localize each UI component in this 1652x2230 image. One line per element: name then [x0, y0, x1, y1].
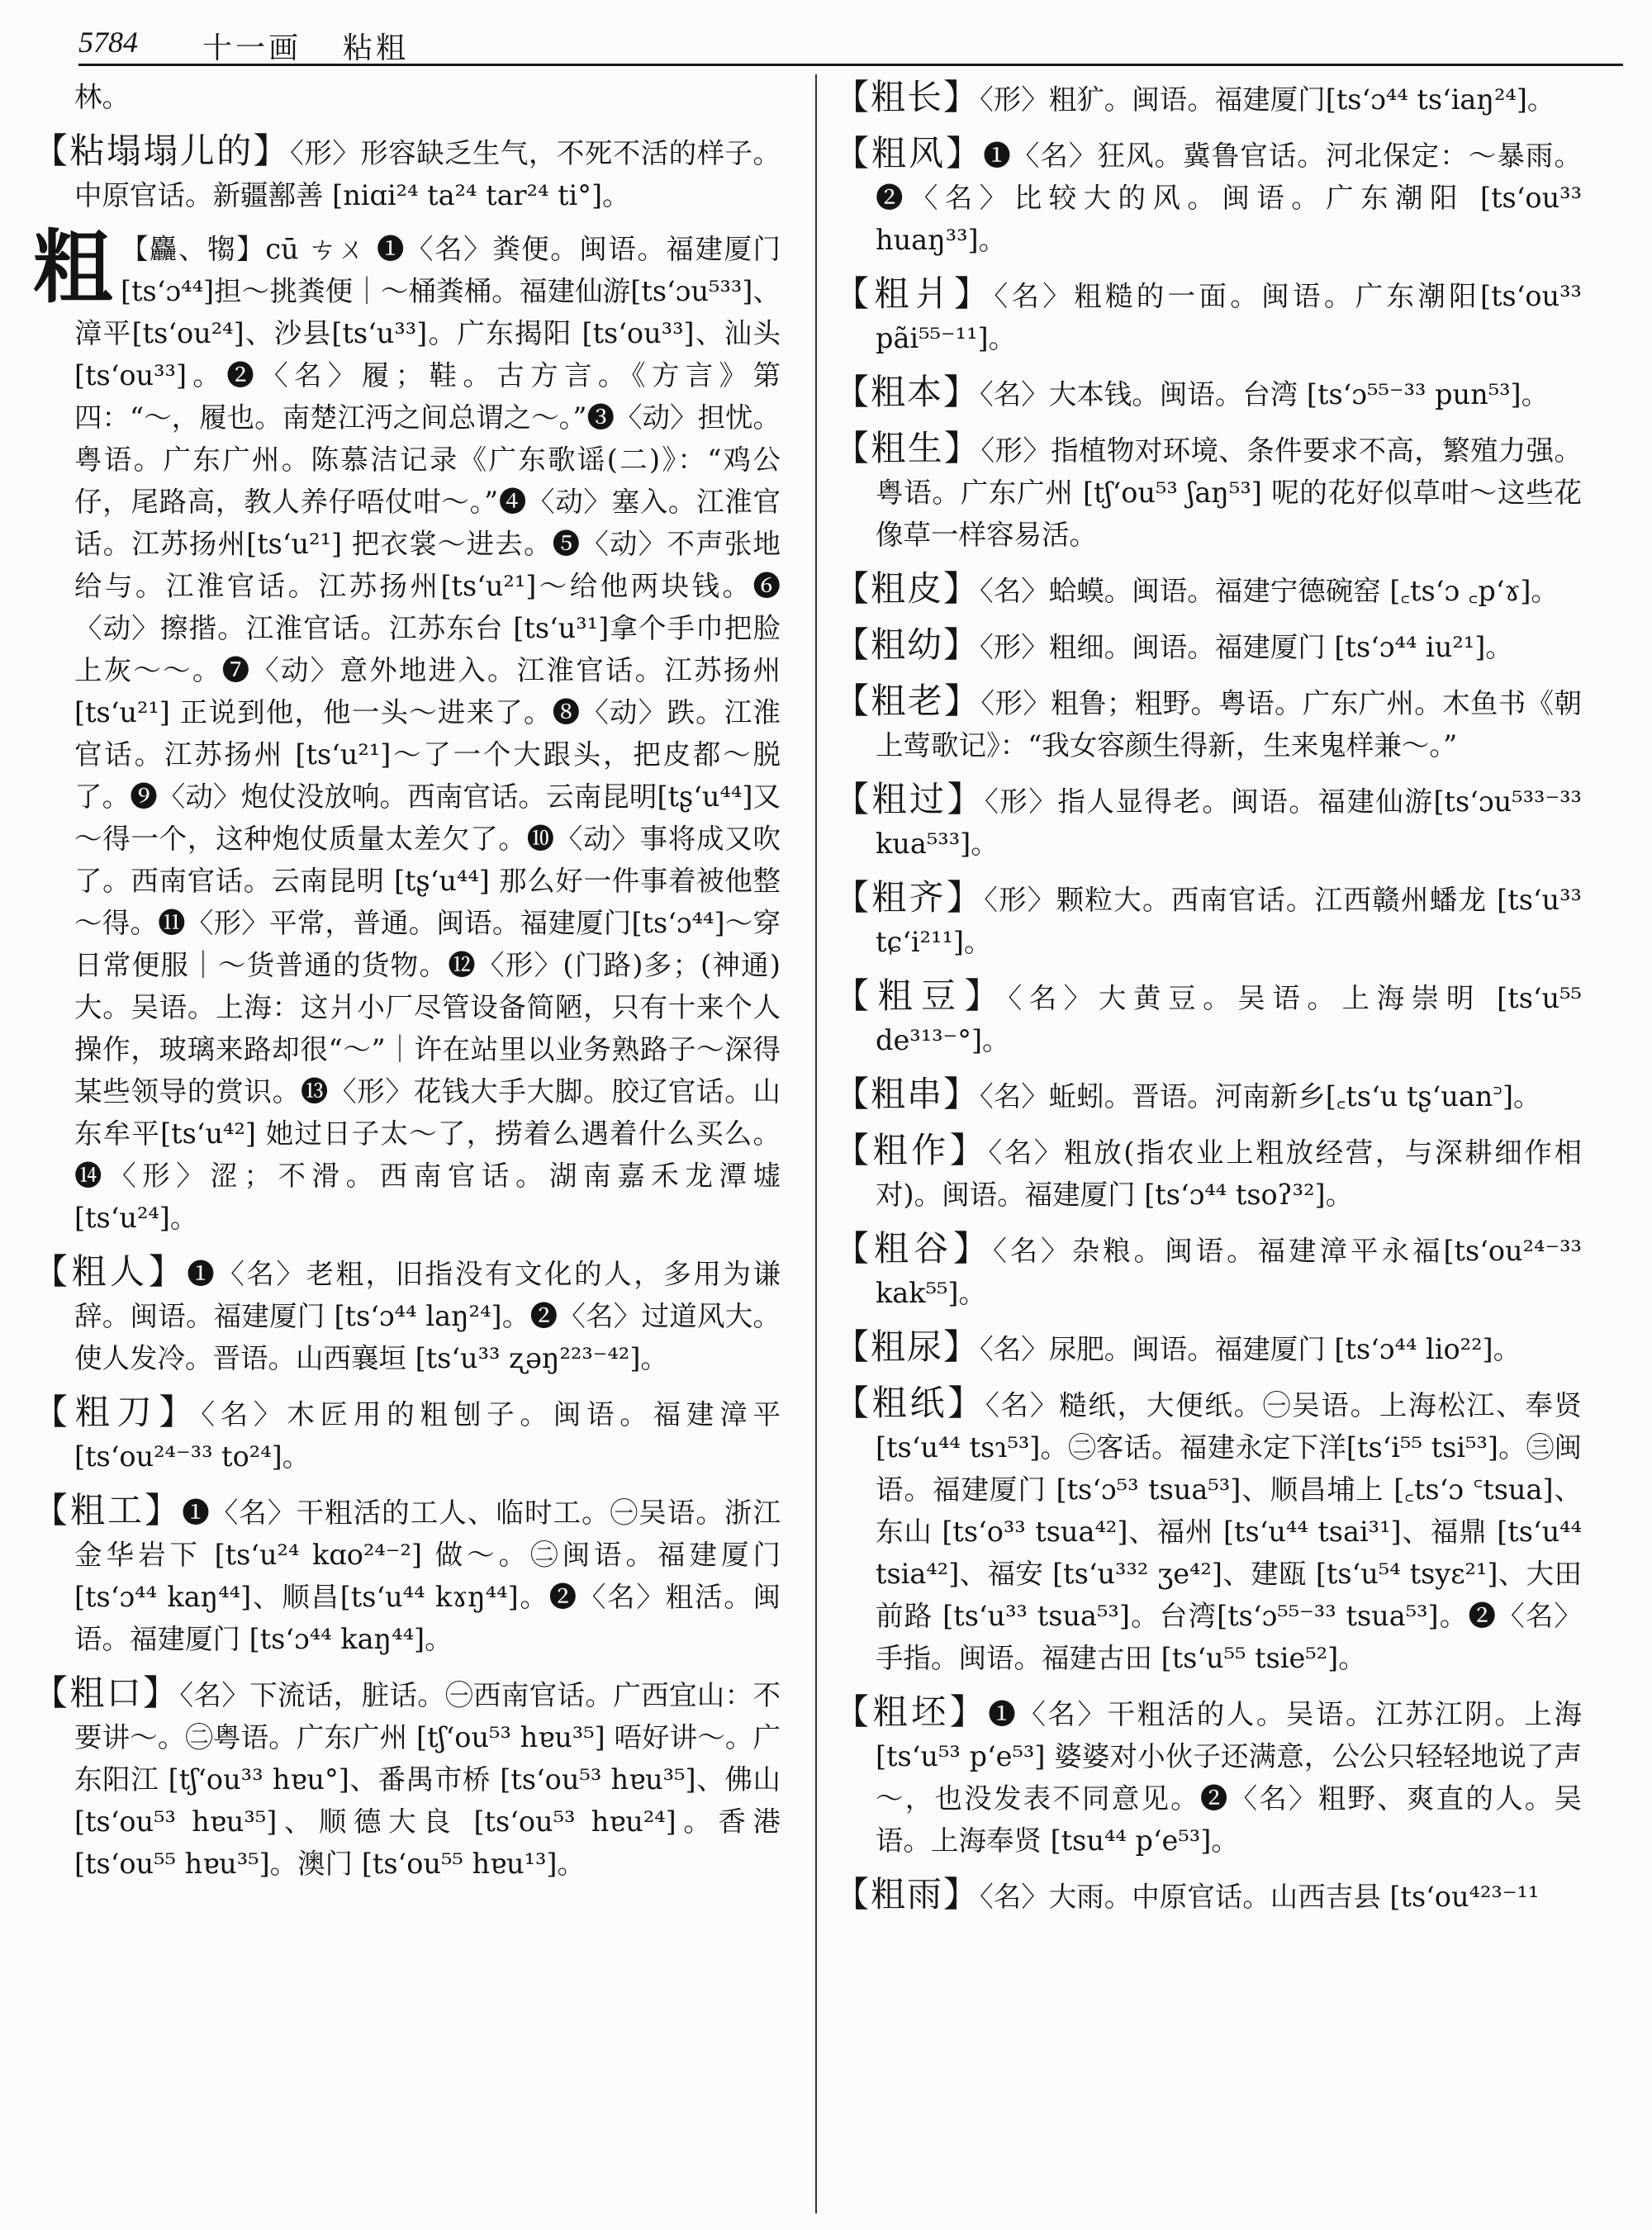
entry-headword: 【粗过】: [834, 779, 985, 819]
entry-headword: 【粗本】: [834, 372, 980, 412]
entry-headword: 【粗人】: [33, 1251, 188, 1292]
entry-definition: 〈形〉指植物对环境、条件要求不高，繁殖力强。粤语。广东广州 [tʃʻou⁵³ ʃaŋ⁵³] 呢的花好似草咁～这些花像草一样容易活。: [876, 434, 1582, 551]
dictionary-entry: [834, 975, 1582, 1061]
dictionary-entry: [834, 427, 1582, 556]
dictionary-entry: [834, 567, 1582, 612]
dictionary-entry: [834, 1073, 1582, 1117]
entry-definition: 〈形〉形容缺乏生气，不死不活的样子。中原官话。新疆鄯善 [niɑi²⁴ ta²⁴ tar²⁴ ti°]。: [74, 137, 781, 211]
entry-headword: 【粗豆】: [834, 975, 1009, 1016]
dictionary-entry: [834, 624, 1582, 668]
entry-definition: 〈名〉粗放(指农业上粗放经营，与深耕细作相对)。闽语。福建厦门 [tsʻɔ⁴⁴ tsoʔ³²]。: [876, 1136, 1582, 1211]
dictionary-entry: [834, 1227, 1582, 1314]
entry-headword: 【粗风】: [834, 133, 984, 173]
entry-headword: 【粗坯】: [834, 1691, 989, 1732]
entry-definition: 〈名〉大雨。中原官话。山西吉县 [tsʻou⁴²³⁻¹¹: [980, 1881, 1540, 1913]
entry-definition: ❶〈名〉干粗活的人。吴语。江苏江阴。上海 [tsʻu⁵³ pʻe⁵³] 婆婆对小伙子还满意，公公只轻轻地说了声～，也没发表不同意见。❷〈名〉粗野、爽直的人。吴语。上海奉贤 [tsu⁴⁴ pʻe⁵³]。: [876, 1698, 1582, 1857]
left-column: [33, 76, 781, 1896]
entry-definition: 〈名〉蚯蚓。晋语。河南新乡[꜀tsʻu tʂʻuan꜄]。: [980, 1080, 1541, 1113]
dictionary-entry: [33, 1391, 781, 1478]
main-character: 粗: [33, 221, 112, 314]
page-header: [78, 18, 1623, 66]
entry-headword: 【粘塌塌儿的】: [33, 130, 291, 171]
entry-headword: 【粗皮】: [834, 568, 980, 609]
entry-definition: 〈名〉蛤蟆。闽语。福建宁德碗窑 [꜀tsʻɔ ꜀pʻɤ]。: [980, 575, 1559, 607]
entry-headword: 【粗刀】: [33, 1392, 202, 1432]
entry-headword: 【粗雨】: [834, 1874, 980, 1914]
entry-headword: 【粗作】: [834, 1130, 989, 1170]
running-headwords: 粘粗: [343, 31, 410, 65]
dictionary-entry: [834, 273, 1582, 359]
entry-headword: 【粗尿】: [834, 1326, 980, 1367]
entry-definition: 〈形〉指人显得老。闽语。福建仙游[tsʻɔu⁵³³⁻³³ kua⁵³³]。: [876, 785, 1582, 860]
entry-definition: ❶〈名〉老粗，旧指没有文化的人，多用为谦辞。闽语。福建厦门 [tsʻɔ⁴⁴ laŋ²⁴]。❷〈名〉过道风大。使人发冷。晋语。山西襄垣 [tsʻu³³ ʐəŋ²²³⁻⁴²]。: [74, 1258, 781, 1374]
entry-headword: 【粗工】: [33, 1490, 183, 1530]
dictionary-entry: [834, 1691, 1582, 1862]
entry-headword: 【粗生】: [834, 428, 981, 468]
entry-definition: 〈名〉大本钱。闽语。台湾 [tsʻɔ⁵⁵⁻³³ pun⁵³]。: [980, 378, 1550, 410]
column-divider: [815, 74, 817, 2213]
dictionary-entry: [834, 76, 1582, 121]
entry-headword: 【粗幼】: [834, 624, 980, 665]
dictionary-entry: [834, 778, 1582, 865]
main-character-entry: [33, 221, 781, 1239]
dictionary-entry: [834, 1129, 1582, 1216]
stroke-section: 十一画: [202, 31, 302, 65]
entry-definition: 〈名〉尿肥。闽语。福建厦门 [tsʻɔ⁴⁴ lio²²]。: [980, 1333, 1521, 1365]
dictionary-entry: [33, 1250, 781, 1379]
dictionary-entry: [834, 1326, 1582, 1370]
dictionary-entry: [834, 1873, 1582, 1918]
entry-definition: 〈形〉粗犷。闽语。福建厦门[tsʻɔ⁴⁴ tsʻiaŋ²⁴]。: [980, 83, 1555, 116]
dictionary-entry: [33, 130, 781, 216]
entry-headword: 【粗老】: [834, 681, 981, 721]
entry-definition: 〈形〉粗细。闽语。福建厦门 [tsʻɔ⁴⁴ iu²¹]。: [980, 631, 1513, 663]
entry-headword: 【粗长】: [834, 77, 980, 117]
dictionary-entry: [33, 1489, 781, 1660]
entry-definition: 〈形〉颗粒大。西南官话。江西赣州蟠龙 [tsʻu³³ tɕʻi²¹¹]。: [876, 884, 1582, 958]
entry-definition: 〈名〉糙纸，大便纸。㊀吴语。上海松江、奉贤 [tsʻu⁴⁴ tsɿ⁵³]。㊁客话。福建永定下洋[tsʻi⁵⁵ tsi⁵³]。㊂闽语。福建厦门 [tsʻɔ⁵³ tsua⁵³]、顺昌埔上 [꜀tsʻɔ ꜂tsua]、东山 [tsʻo³³ tsua⁴²]、福州 [tsʻu⁴⁴ tsai³¹]、福鼎 [tsʻu⁴⁴ tsia⁴²]、福安 [tsʻu³³² ʒe⁴²]、建瓯 [tsʻu⁵⁴ tsyɛ²¹]、大田前路 [tsʻu³³ tsua⁵³]。台湾[tsʻɔ⁵⁵⁻³³ tsua⁵³]。❷〈名〉手指。闽语。福建古田 [tsʻu⁵⁵ tsie⁵²]。: [876, 1389, 1582, 1674]
entry-headword: 【粗齐】: [834, 877, 985, 918]
entry-headword: 【粗谷】: [834, 1228, 993, 1269]
dictionary-entry: [834, 680, 1582, 766]
entry-definition: ❶〈名〉狂风。冀鲁官话。河北保定：～暴雨。❷〈名〉比较大的风。闽语。广东潮阳 [tsʻou³³ huaŋ³³]。: [876, 140, 1582, 256]
continued-text: 林。: [74, 81, 130, 113]
entry-definition: 〈名〉粗糙的一面。闽语。广东潮阳[tsʻou³³ pãi⁵⁵⁻¹¹]。: [876, 280, 1582, 354]
right-column: [834, 76, 1582, 1929]
entry-headword: 【粗串】: [834, 1074, 980, 1114]
entry-definition: 〈名〉大黄豆。吴语。上海崇明 [tsʻu⁵⁵ de³¹³⁻°]。: [876, 982, 1582, 1056]
entry-headword: 【粗纸】: [834, 1383, 986, 1423]
entry-definition: 〈名〉木匠用的粗刨子。闽语。福建漳平 [tsʻou²⁴⁻³³ to²⁴]。: [74, 1398, 781, 1473]
dictionary-entry: [834, 876, 1582, 963]
entry-definition: 〈名〉杂粮。闽语。福建漳平永福[tsʻou²⁴⁻³³ kak⁵⁵]。: [876, 1235, 1582, 1309]
entry-definition: 〈名〉下流话，脏话。㊀西南官话。广西宜山：不要讲～。㊁粤语。广东广州 [tʃʻou⁵³ hɐu³⁵] 唔好讲～。广东阳江 [tʃʻou³³ hɐu°]、番禺市桥 [tsʻou⁵³ hɐu³⁵]、佛山 [tsʻou⁵³ hɐu³⁵]、顺德大良 [tsʻou⁵³ hɐu²⁴]。香港[tsʻou⁵⁵ hɐu³⁵]。澳门 [tsʻou⁵⁵ hɐu¹³]。: [74, 1679, 781, 1880]
entry-definition: 〈形〉粗鲁；粗野。粤语。广东广州。木鱼书《朝上莺歌记》：“我女容颜生得新，生来鬼样兼～。”: [876, 687, 1582, 762]
entry-headword: 【粗爿】: [834, 273, 995, 314]
dictionary-entry: [834, 371, 1582, 415]
entry-headword: 【粗口】: [33, 1672, 180, 1713]
entry-definition: ❶〈名〉干粗活的工人、临时工。㊀吴语。浙江金华岩下 [tsʻu²⁴ kɑo²⁴⁻²] 做～。㊁闽语。福建厦门 [tsʻɔ⁴⁴ kaŋ⁴⁴]、顺昌[tsʻu⁴⁴ kɤŋ⁴⁴]。❷〈名〉粗活。闽语。福建厦门 [tsʻɔ⁴⁴ kaŋ⁴⁴]。: [74, 1497, 781, 1655]
page-number: 5784: [78, 26, 138, 59]
dictionary-entry: [834, 132, 1582, 261]
dictionary-entry: [33, 1672, 781, 1885]
dictionary-entry: [834, 1382, 1582, 1679]
main-definition: 【麤、犓】cū ㄘㄨ ❶〈名〉粪便。闽语。福建厦门[tsʻɔ⁴⁴]担～挑粪便｜～桶粪桶。福建仙游[tsʻɔu⁵³³]、漳平[tsʻou²⁴]、沙县[tsʻu³³]。广东揭阳 [tsʻou³³]、汕头[tsʻou³³]。❷〈名〉履；鞋。古方言。《方言》第四：“～，履也。南楚江沔之间总谓之～。”❸〈动〉担忧。粤语。广东广州。陈慕洁记录《广东歌谣(二)》：“鸡公仔，尾路高，教人养仔唔仗咁～。”❹〈动〉塞入。江淮官话。江苏扬州[tsʻu²¹] 把衣裳～进去。❺〈动〉不声张地给与。江淮官话。江苏扬州[tsʻu²¹]～给他两块钱。❻〈动〉擦揩。江淮官话。江苏东台 [tsʻu³¹]拿个手巾把脸上灰～～。❼〈动〉意外地进入。江淮官话。江苏扬州[tsʻu²¹] 正说到他，他一头～进来了。❽〈动〉跌。江淮官话。江苏扬州 [tsʻu²¹]～了一个大跟头，把皮都～脱了。❾〈动〉炮仗没放响。西南官话。云南昆明[tʂʻu⁴⁴]又～得一个，这种炮仗质量太差欠了。❿〈动〉事将成又吹了。西南官话。云南昆明 [tʂʻu⁴⁴] 那么好一件事着被他整～得。⓫〈形〉平常，普通。闽语。福建厦门[tsʻɔ⁴⁴]～穿日常便服｜～货普通的货物。⓬〈形〉(门路)多；(神通)大。吴语。上海：这爿小厂尽管设备简陋，只有十来个人操作，玻璃来路却很“～”｜许在站里以业务熟路子～深得某些领导的赏识。⓭〈形〉花钱大手大脚。胶辽官话。山东牟平[tsʻu⁴²] 她过日子太～了，捞着么遇着什么买么。⓮〈形〉涩；不滑。西南官话。湖南嘉禾龙潭墟 [tsʻu²⁴]。: [74, 233, 781, 1234]
